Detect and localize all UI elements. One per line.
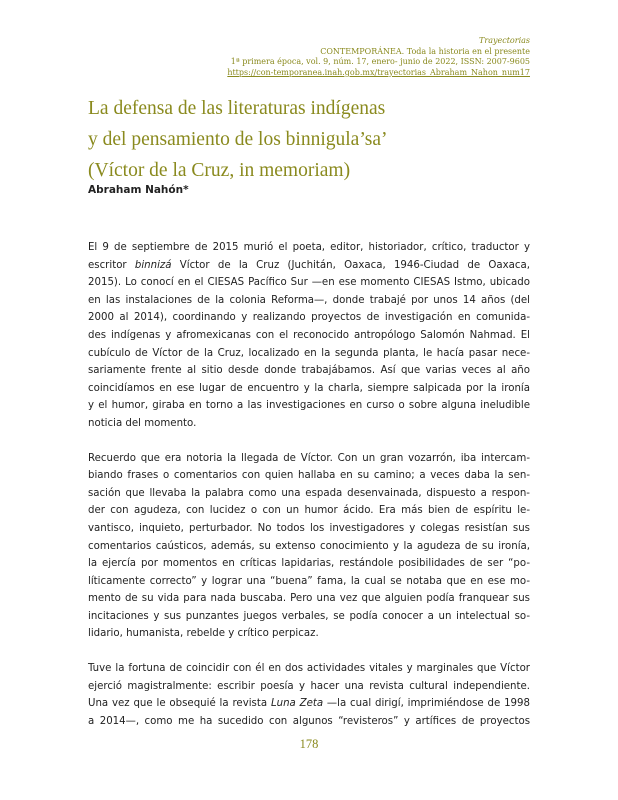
text-line: 2000 al 2014), coordinando y realizando proyectos de investigación en comunida-	[88, 312, 530, 324]
text-line: biando frases o comentarios con quien hallaba en su camino; a veces daba la sen-	[88, 470, 530, 482]
text-line: sariamente frente al sitio desde donde trabajábamos. Así que varias veces al año	[88, 365, 530, 377]
title-line: (Víctor de la Cruz, in memoriam)	[88, 160, 351, 181]
text-line: lidario, humanista, rebelde y crítico perpicaz.	[88, 628, 319, 640]
title-line: La defensa de las literaturas indígenas	[88, 98, 386, 119]
text-line: 2015). Lo conocí en el CIESAS Pacífico Sur —en ese momento CIESAS Istmo, ubicado	[88, 277, 530, 289]
text-line: incitaciones y sus punzantes juegos verbales, se podía conocer a un intelectual so-	[88, 610, 530, 622]
text-line: la ejercía por momentos en críticas lapidarias, restándole posibilidades de ser “po-	[88, 558, 530, 570]
text-line: coincidíamos en ese lugar de encuentro y la charla, siempre salpicada por la ironía	[88, 382, 530, 394]
text-line: der con agudeza, con lucidez o con un humor ácido. Era más bien de espíritu le-	[88, 505, 530, 517]
text-line: Tuve la fortuna de coincidir con él en dos actividades vitales y marginales que Víctor	[88, 663, 530, 675]
header-url-link[interactable]: https://con-temporanea.inah.gob.mx/trayectorias_Abraham_Nahon_num17	[227, 67, 530, 77]
text-line: comentarios caústicos, además, su extenso conocimiento y la agudeza de su ironía,	[88, 540, 530, 552]
article-author: Abraham Nahón*	[88, 184, 189, 196]
text-line: ejerció magistralmente: escribir poesía y hacer una revista cultural independiente.	[88, 680, 530, 692]
page-number: 178	[299, 737, 319, 751]
header-journal: CONTEMPORÁNEA. Toda la historia en el presente	[320, 46, 530, 56]
text-line: des indígenas y afromexicanas con el reconocido antropólogo Salomón Nahmad. El	[88, 329, 530, 341]
text-line: vantisco, inquieto, perturbador. No todos los investigadores y colegas resistían sus	[88, 522, 530, 534]
text-line: a 2014—, como me ha sucedido con algunos “revisteros” y artífices de proyectos	[88, 715, 530, 727]
text-line: líticamente correcto” y lograr una “buena” fama, la cual se notaba que en ese mo-	[88, 575, 530, 587]
text-line: escritor binnizá Víctor de la Cruz (Juchitán, Oaxaca, 1946-Ciudad de Oaxaca,	[88, 259, 530, 271]
paragraph	[88, 450, 530, 644]
article-body	[88, 239, 530, 747]
text-line: El 9 de septiembre de 2015 murió el poeta, editor, historiador, crítico, traductor y	[88, 242, 530, 253]
journal-header	[227, 36, 530, 78]
text-line: en las instalaciones de la colonia Reforma—, donde trabajé por unos 14 años (del	[88, 294, 530, 306]
text-line: Una vez que le obsequié la revista Luna Zeta —la cual dirigí, imprimiéndose de 1998	[88, 698, 530, 710]
text-line: sación que llevaba la palabra como una espada desenvainada, dispuesto a respon-	[88, 487, 530, 499]
text-line: y el humor, giraba en torno a las investigaciones en curso o sobre alguna ineludible	[88, 400, 530, 412]
text-line: cubículo de Víctor de la Cruz, localizado en la segunda planta, le hacía pasar nece-	[88, 347, 530, 359]
title-line: y del pensamiento de los binnigula’sa’	[88, 129, 388, 150]
header-issue: 1ª primera época, vol. 9, núm. 17, enero- junio de 2022, ISSN: 2007-9605	[230, 57, 530, 66]
header-section: Trayectorias	[479, 36, 530, 45]
article-title	[88, 93, 538, 186]
text-line: mento de su vida para nada buscaba. Pero una vez que alguien podía franquear sus	[88, 593, 530, 605]
text-line: noticia del momento.	[88, 417, 197, 429]
paragraph	[88, 239, 530, 433]
paragraph	[88, 660, 530, 730]
text-line: Recuerdo que era notoria la llegada de Víctor. Con un gran vozarrón, iba intercam-	[88, 452, 530, 464]
